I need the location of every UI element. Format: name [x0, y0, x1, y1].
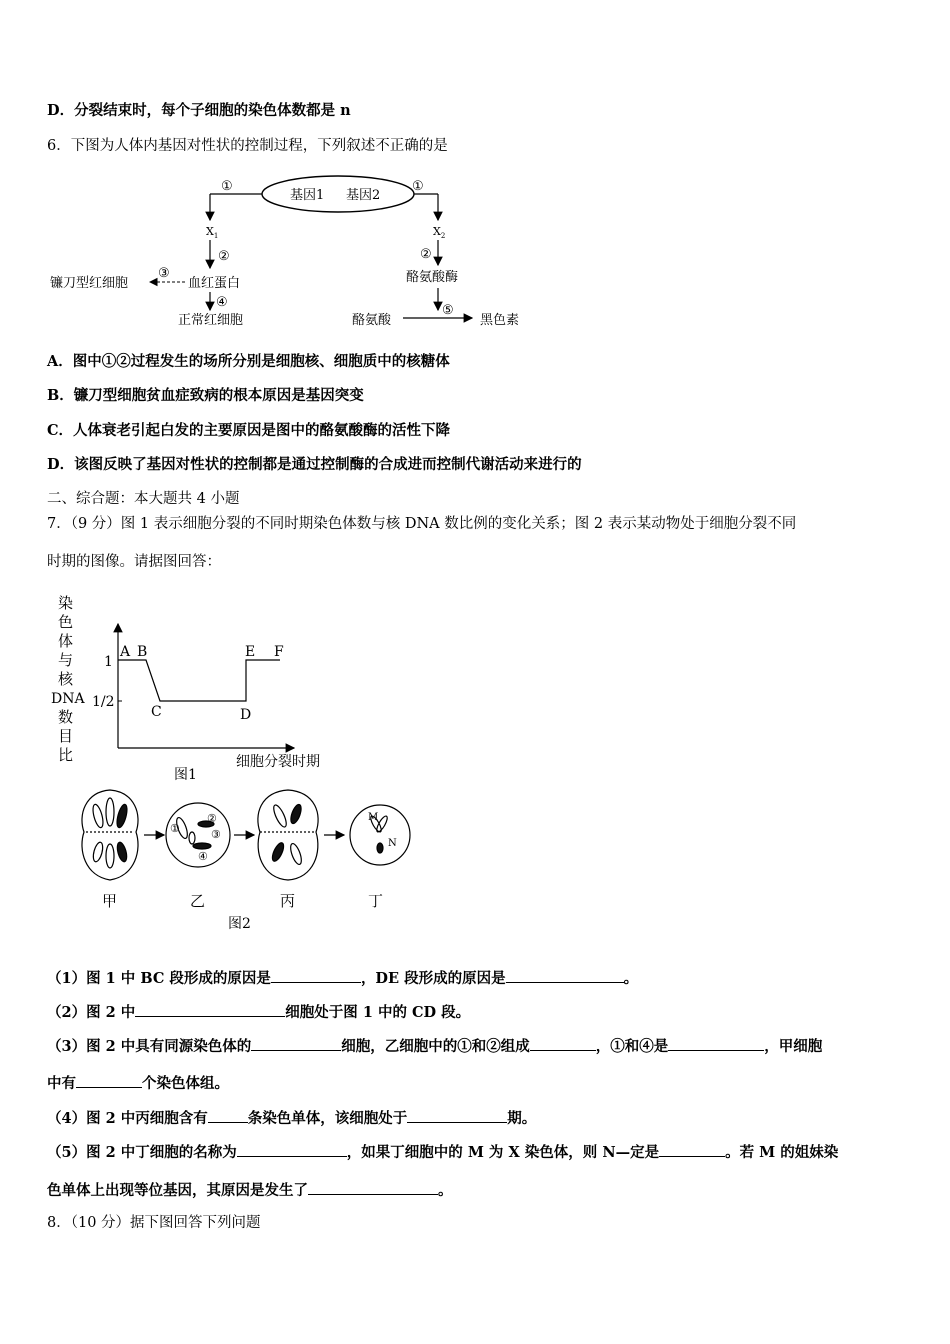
q6-option-a: A．图中①②过程发生的场所分别是细胞核、细胞质中的核糖体: [47, 353, 450, 370]
x-axis-label: 细胞分裂时期: [236, 754, 320, 770]
y-tick-half: 1/2: [92, 694, 115, 710]
gene-ellipse: [262, 176, 414, 212]
yi-label-1: ①: [170, 822, 180, 835]
step5-label: ⑤: [442, 303, 454, 318]
ding-label-n: N: [388, 838, 397, 849]
point-c: C: [151, 704, 162, 720]
sickle-cell-label: 镰刀型红细胞: [50, 276, 129, 291]
x1-label: $X_1$: [206, 225, 219, 240]
step4-label: ④: [216, 295, 228, 310]
figure-1-caption: 图1: [174, 767, 197, 783]
x2-label: $X_2$: [433, 225, 446, 240]
q7-stem-line1: 7．（9 分）图 1 表示细胞分裂的不同时期染色体数与核 DNA 数比例的变化关系；图 2 表示某动物处于细胞分裂不同: [47, 516, 797, 532]
hemoglobin-label: 血红蛋白: [188, 276, 241, 291]
q6-option-c: C．人体衰老引起白发的主要原因是图中的酪氨酸酶的活性下降: [47, 422, 451, 439]
point-e: E: [245, 644, 256, 660]
point-a: A: [120, 644, 131, 660]
ratio-line: [118, 660, 280, 701]
q7-sub3-line2: 中有 个染色体组。: [47, 1075, 229, 1092]
blank-n-chromosome[interactable]: [659, 1142, 725, 1157]
right-step1-label: ①: [412, 179, 424, 194]
q7-sub4: （4）图 2 中丙细胞含有 条染色单体，该细胞处于 期。: [47, 1110, 537, 1127]
blank-chromosome-sets[interactable]: [76, 1073, 142, 1088]
gene2-label: 基因2: [346, 188, 381, 203]
ylabel-char-6: DNA: [51, 691, 85, 707]
blank-bc-reason[interactable]: [271, 968, 361, 983]
q7-sub2: （2）图 2 中 细胞处于图 1 中的 CD 段。: [47, 1004, 471, 1021]
yi-label-3: ③: [211, 828, 221, 841]
point-f: F: [274, 644, 284, 660]
normal-rbc-label: 正常红细胞: [178, 313, 244, 328]
tyrosinase-label: 酪氨酸酶: [406, 270, 459, 285]
cell-jia: [82, 790, 138, 880]
yi-label-4: ④: [198, 850, 208, 863]
ylabel-char-1: 染: [58, 594, 74, 612]
q6-option-b: B．镰刀型细胞贫血症致病的根本原因是基因突变: [47, 387, 364, 404]
q5-option-d: D．分裂结束时，每个子细胞的染色体数都是 n: [47, 102, 351, 119]
cell-label-bing: 丙: [280, 892, 296, 910]
blank-1-4-relation[interactable]: [668, 1036, 764, 1051]
step3-label: ③: [158, 266, 170, 281]
section-2-heading: 二、综合题：本大题共 4 小题: [47, 491, 240, 507]
point-b: B: [137, 644, 148, 660]
point-d: D: [240, 707, 252, 723]
blank-chromatids[interactable]: [208, 1108, 248, 1123]
tyrosine-label: 酪氨酸: [352, 313, 392, 328]
q7-sub1: （1）图 1 中 BC 段形成的原因是 ，DE 段形成的原因是 。: [47, 970, 639, 987]
ylabel-char-9: 比: [58, 746, 74, 764]
blank-cd-cells[interactable]: [135, 1002, 285, 1017]
step2-left-label: ②: [218, 249, 230, 264]
blank-de-reason[interactable]: [506, 968, 624, 983]
cell-label-jia: 甲: [102, 892, 118, 910]
step2-right-label: ②: [420, 247, 432, 262]
ylabel-char-2: 色: [58, 613, 74, 631]
q7-stem-line2: 时期的图像。请据图回答：: [47, 554, 221, 570]
gene1-label: 基因1: [290, 188, 325, 203]
q8-stem: 8．（10 分）据下图回答下列问题: [47, 1215, 261, 1231]
blank-allele-cause[interactable]: [308, 1180, 438, 1195]
figure-2-caption: 图2: [228, 916, 251, 932]
ylabel-char-5: 核: [58, 670, 74, 688]
ylabel-char-7: 数: [58, 708, 74, 726]
ylabel-char-8: 目: [58, 727, 74, 745]
cell-ding: [350, 805, 410, 865]
ding-label-m: M: [368, 812, 379, 823]
ylabel-char-4: 与: [58, 651, 74, 669]
cell-bing: [258, 790, 318, 880]
yi-label-2: ②: [207, 812, 217, 825]
q7-sub5-line1: （5）图 2 中丁细胞的名称为 ，如果丁细胞中的 M 为 X 染色体，则 N—定是 。若 M 的姐妹染: [47, 1144, 839, 1161]
blank-ding-name[interactable]: [237, 1142, 347, 1157]
q7-sub5-line2: 色单体上出现等位基因，其原因是发生了 。: [47, 1182, 453, 1199]
blank-phase[interactable]: [407, 1108, 507, 1123]
gene-control-diagram: [40, 168, 560, 338]
melanin-label: 黑色素: [480, 313, 520, 328]
blank-1-2-compose[interactable]: [530, 1036, 596, 1051]
y-tick-1: 1: [104, 654, 113, 670]
blank-homologous-cells[interactable]: [251, 1036, 341, 1051]
q7-sub3-line1: （3）图 2 中具有同源染色体的 细胞，乙细胞中的①和②组成 ，①和④是 ，甲细胞: [47, 1038, 823, 1055]
q6-stem: 6．下图为人体内基因对性状的控制过程，下列叙述不正确的是: [47, 138, 448, 154]
left-step1-label: ①: [221, 179, 233, 194]
cell-label-yi: 乙: [190, 892, 206, 910]
cell-label-ding: 丁: [368, 892, 384, 910]
ylabel-char-3: 体: [58, 632, 74, 650]
q6-option-d: D．该图反映了基因对性状的控制都是通过控制酶的合成进而控制代谢活动来进行的: [47, 456, 582, 473]
figure-2-cells: [70, 780, 420, 940]
figure-1-chart: [48, 588, 358, 788]
